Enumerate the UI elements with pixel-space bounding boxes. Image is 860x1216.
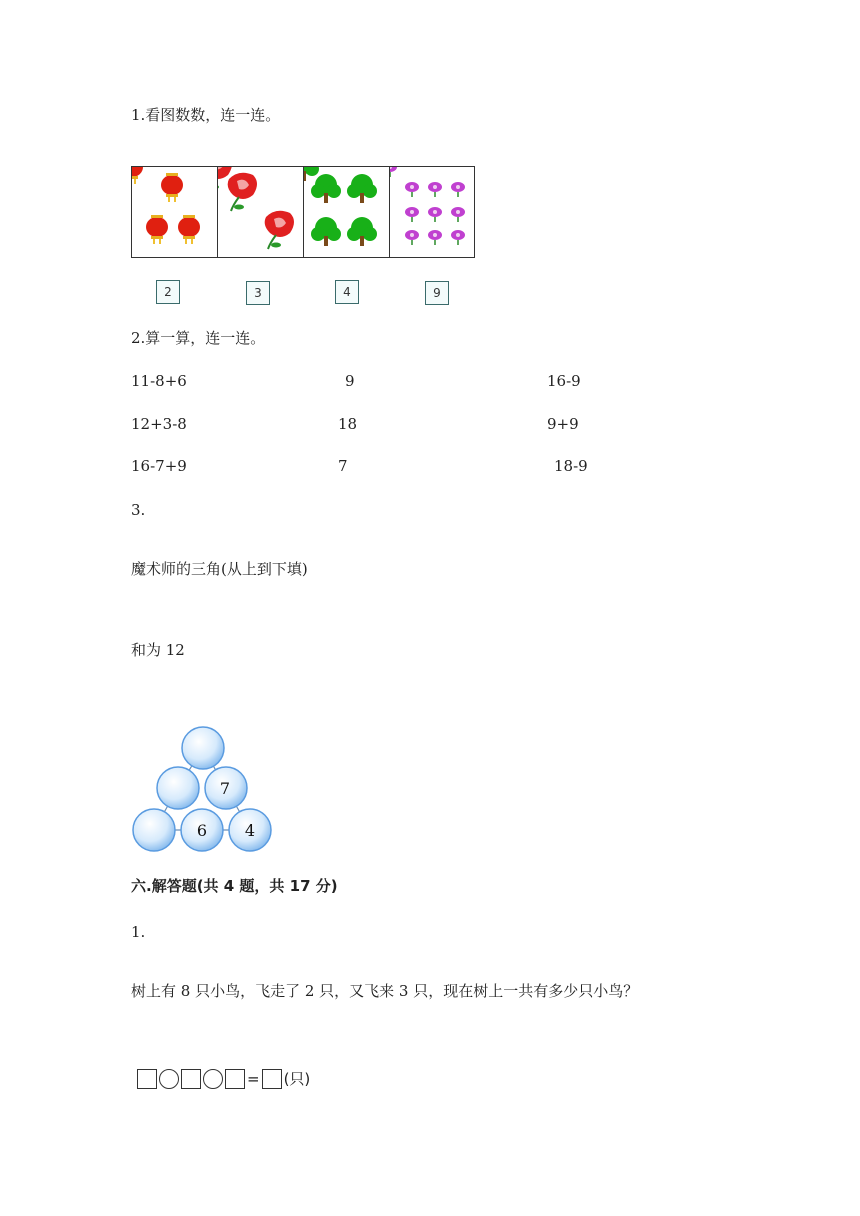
q2-right-2: 9+9 [547,415,579,433]
flower-icon [390,167,475,256]
equals-sign: = [247,1069,260,1088]
q2-left-2: 12+3-8 [131,415,187,433]
ball-value-7: 7 [219,779,231,798]
operator-circle-2[interactable] [203,1069,223,1089]
magic-triangle [128,722,278,858]
q2-right-1: 16-9 [547,372,581,390]
q3-title: 魔术师的三角(从上到下填) [131,560,308,578]
q2-mid-3: 7 [338,457,348,475]
s6-q1-number: 1. [131,923,146,941]
picture-row [131,166,475,258]
operator-circle-1[interactable] [159,1069,179,1089]
ball-bottom-left [133,809,175,851]
unit-label: (只) [283,1070,311,1088]
answer-box-1[interactable] [137,1069,157,1089]
q2-mid-2: 18 [338,415,358,433]
q3-number: 3. [131,501,146,519]
number-box-9: 9 [425,281,449,305]
number-box-3: 3 [246,281,270,305]
lantern-cell [132,167,218,257]
number-box-2: 2 [156,280,180,304]
ball-top [182,727,224,769]
equation-template [137,1068,310,1089]
q2-right-3: 18-9 [554,457,588,475]
section-heading: 六.解答题(共 4 题，共 17 分) [131,877,338,895]
tree-cell [304,167,390,257]
ball-value-6: 6 [196,821,208,840]
q2-left-1: 11-8+6 [131,372,187,390]
number-box-4: 4 [335,280,359,304]
lantern-icon [132,167,217,256]
rose-icon [218,167,303,256]
q2-title: 2.算一算，连一连。 [131,329,266,347]
ball-value-4: 4 [244,821,256,840]
answer-box-3[interactable] [225,1069,245,1089]
q2-mid-1: 9 [345,372,355,390]
flower-cell [390,167,475,257]
q2-left-3: 16-7+9 [131,457,187,475]
s6-q1-text: 树上有 8 只小鸟，飞走了 2 只，又飞来 3 只，现在树上一共有多少只小鸟？ [131,982,639,1000]
tree-icon [304,167,389,256]
rose-cell [218,167,304,257]
q3-sum: 和为 12 [131,641,185,659]
answer-box-2[interactable] [181,1069,201,1089]
result-box[interactable] [262,1069,282,1089]
ball-mid-left [157,767,199,809]
q1-title: 1.看图数数，连一连。 [131,106,281,124]
